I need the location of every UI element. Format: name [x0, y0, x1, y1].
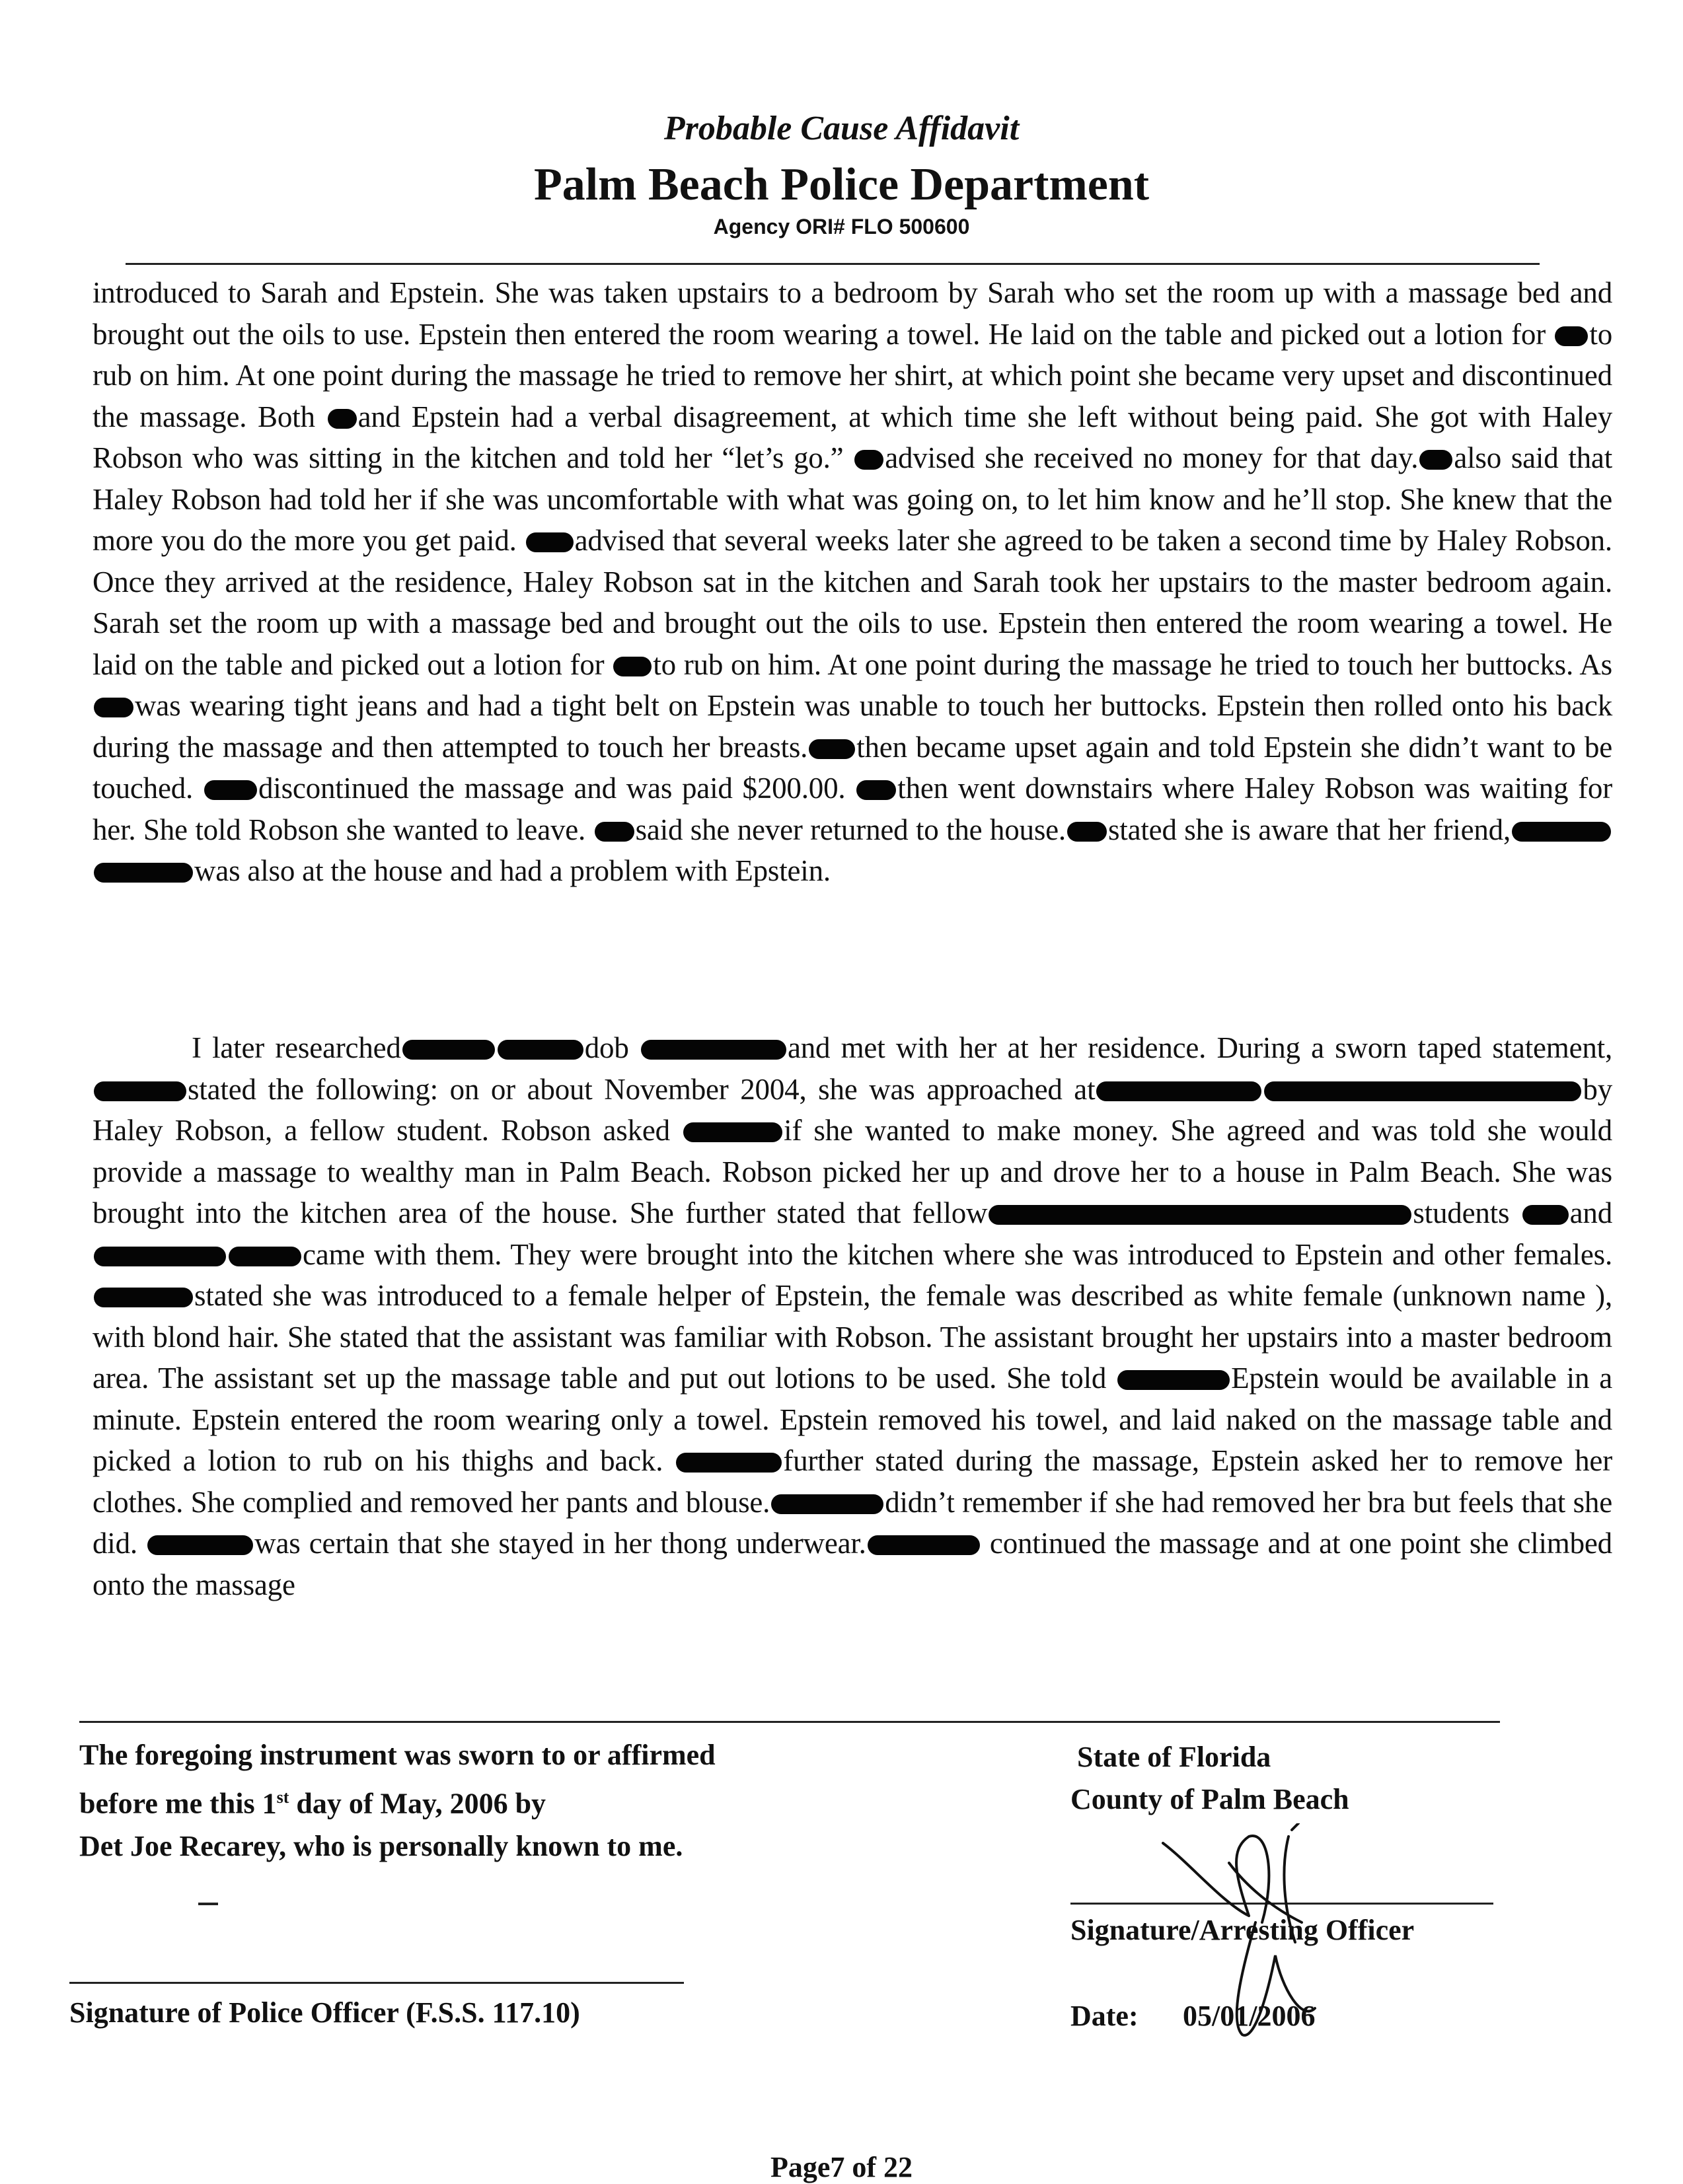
redaction-mark: [676, 1453, 782, 1473]
redaction-mark: [498, 1040, 583, 1060]
text-run: continued the massage and at one point she climbed onto the massage: [93, 1527, 1612, 1601]
text-run: to rub on him. At one point during the massage he tried to remove her shirt, at which point she became very upset and discontinued the massage. Both: [93, 317, 1612, 433]
redaction-mark: [94, 1081, 186, 1101]
police-officer-signature-label: Signature of Police Officer (F.S.S. 117.10): [69, 1996, 580, 2029]
redaction-mark: [1067, 822, 1107, 842]
text-run: dob: [584, 1031, 640, 1064]
redaction-mark: [1264, 1081, 1581, 1101]
text-run: Epstein would be available in a minute. Epstein entered the room wearing only a towel. Epstein removed his towel, and laid naked on the massage table and picked a lotion to rub on his thighs and back.: [93, 1362, 1612, 1477]
redaction-mark: [1555, 326, 1588, 346]
sworn-statement: [79, 1734, 938, 1868]
redaction-mark: [147, 1535, 253, 1555]
redaction-mark: [328, 409, 357, 429]
text-run: further stated during the massage, Epstein asked her to remove her clothes. She complied and removed her pants and blouse.: [93, 1444, 1612, 1519]
agency-ori: Agency ORI# FLO 500600: [713, 215, 970, 238]
text-run: students: [1413, 1196, 1521, 1229]
page-number: Page7 of 22: [770, 2151, 913, 2183]
redaction-mark: [856, 780, 896, 800]
jurisdiction-block: [1070, 1736, 1533, 1821]
redaction-mark: [1512, 822, 1611, 842]
text-run: stated she was introduced to a female helper of Epstein, the female was described as white female (unknown name ), with blond hair. She stated that the assistant was familiar with Robson. The assistant brought her upstairs into a master bedroom area. The assistant set up the massage table and put out lotions to be used. She told: [93, 1279, 1612, 1395]
header-divider: [126, 263, 1540, 265]
text-run: was certain that she stayed in her thong underwear.: [254, 1527, 866, 1560]
redaction-mark: [854, 450, 883, 470]
date-label: Date:: [1070, 2000, 1139, 2032]
redaction-mark: [868, 1535, 980, 1555]
sworn-line-2: [79, 1776, 938, 1825]
text-run: advised she received no money for that day.: [885, 441, 1419, 474]
redaction-mark: [94, 1247, 226, 1266]
state-label: State of Florida: [1077, 1741, 1271, 1773]
text-run: if she wanted to make money. She agreed and was told she would provide a massage to wealthy man in Palm Beach. Robson picked her up and drove her to a house in Palm Beach. She was brought into the kitchen area of the house. She further stated that fellow: [93, 1114, 1612, 1229]
redaction-mark: [94, 698, 133, 717]
text-run: came with them. They were brought into the kitchen where she was introduced to Epstein and other females.: [303, 1237, 1612, 1271]
text-run: discontinued the massage and was paid $200.00.: [258, 772, 856, 805]
text-run: and: [1569, 1196, 1613, 1229]
department-name: Palm Beach Police Department: [533, 159, 1150, 210]
redaction-mark: [641, 1040, 786, 1060]
redaction-mark: [94, 863, 193, 883]
text-run: by Haley Robson, a fellow student. Robson asked: [93, 1072, 1612, 1147]
redaction-mark: [94, 1288, 193, 1307]
redaction-mark: [771, 1494, 883, 1514]
text-run: introduced to Sarah and Epstein. She was taken upstairs to a bedroom by Sarah who set the room up with a massage bed and brought out the oils to use. Epstein then entered the room wearing a towel. He laid on the table and picked out a lotion for: [93, 276, 1612, 351]
sworn-line-3: Det Joe Recarey, who is personally known to me.: [79, 1829, 683, 1862]
redaction-mark: [1419, 450, 1452, 470]
text-run: I later researched: [192, 1031, 401, 1064]
redaction-mark: [229, 1247, 301, 1266]
redaction-mark: [1117, 1370, 1230, 1390]
text-run: was wearing tight jeans and had a tight belt on Epstein was unable to touch her buttocks. Epstein then rolled onto his back during the massage and then attempted to touch her breasts.: [93, 689, 1612, 764]
narrative-paragraph-1: [93, 272, 1612, 892]
redaction-mark: [613, 657, 652, 676]
redaction-mark: [809, 739, 855, 759]
text-run: didn’t remember if she had removed her bra but feels that she did.: [93, 1485, 1612, 1560]
arresting-officer-label: Signature/Arresting Officer: [1070, 1914, 1415, 1946]
form-title: Probable Cause Affidavit: [663, 110, 1020, 147]
redaction-mark: [683, 1122, 782, 1142]
redaction-mark: [1096, 1081, 1261, 1101]
redaction-mark: [204, 780, 257, 800]
redaction-mark: [402, 1040, 495, 1060]
text-run: and met with her at her residence. During a sworn taped statement,: [787, 1031, 1613, 1064]
police-officer-signature-line: [69, 1982, 684, 1984]
sworn-line-1: The foregoing instrument was sworn to or affirmed: [79, 1739, 716, 1771]
text-run: was also at the house and had a problem with Epstein.: [194, 854, 831, 887]
text-run: then went downstairs where Haley Robson was waiting for her. She told Robson she wanted to leave.: [93, 772, 1612, 846]
sworn-line-2-end: day of May, 2006 by: [289, 1787, 546, 1820]
ordinal-suffix: st: [276, 1788, 289, 1807]
narrative-paragraph-2: [93, 1027, 1612, 1605]
redaction-mark: [989, 1205, 1411, 1225]
text-run: stated the following: on or about November 2004, she was approached at: [188, 1072, 1096, 1106]
text-run: advised that several weeks later she agreed to be taken a second time by Haley Robson. Once they arrived at the residence, Haley Robson sat in the kitchen and Sarah took her upstairs to the master bedroom again. Sarah set the room up with a massage bed and brought out the oils to use. Epstein then entered the room wearing a towel. He laid on the table and picked out a lotion for: [93, 524, 1612, 681]
footer-divider: [79, 1721, 1500, 1723]
redaction-mark: [526, 532, 574, 552]
stray-mark: [198, 1903, 218, 1905]
text-run: stated she is aware that her friend,: [1107, 813, 1511, 846]
sworn-line-2-start: before me this 1: [79, 1787, 277, 1820]
redaction-mark: [1522, 1205, 1569, 1225]
text-run: said she never returned to the house.: [635, 813, 1066, 846]
text-run: and Epstein had a verbal disagreement, at which time she left without being paid. She got with Haley Robson who was sitting in the kitchen and told her “let’s go.”: [93, 400, 1612, 474]
county-label: County of Palm Beach: [1070, 1783, 1349, 1815]
text-run: also said that Haley Robson had told her if she was uncomfortable with what was going on, to let him know and he’ll stop. She knew that the more you do the more you get paid.: [93, 441, 1613, 557]
text-run: then became upset again and told Epstein she didn’t want to be touched.: [93, 730, 1612, 805]
date-value: 05/01/2006: [1183, 2000, 1316, 2032]
text-run: to rub on him. At one point during the massage he tried to touch her buttocks. As: [653, 647, 1612, 681]
redaction-mark: [595, 822, 634, 842]
